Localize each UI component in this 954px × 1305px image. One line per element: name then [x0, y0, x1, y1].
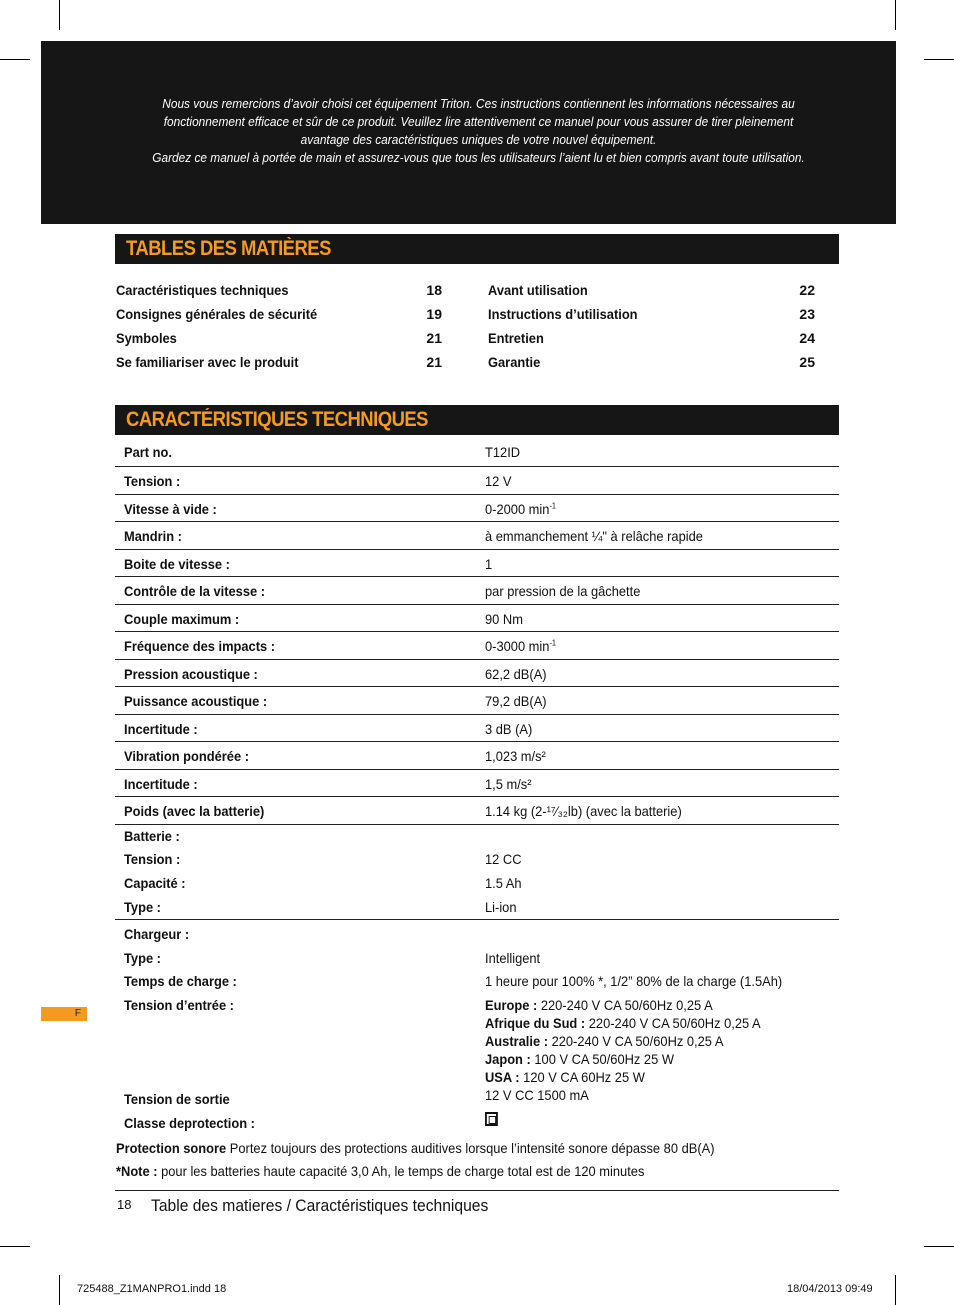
- spec-row: [115, 605, 839, 633]
- toc-item[interactable]: [488, 352, 815, 376]
- toc-heading-bar: [115, 234, 839, 264]
- toc-page: 24: [799, 330, 815, 346]
- spec-value-text: 90 Nm: [485, 610, 523, 627]
- spec-value-text: T12ID: [485, 444, 521, 460]
- toc-item[interactable]: [116, 304, 442, 328]
- spec-row: [115, 742, 839, 770]
- intro-banner: [41, 41, 896, 224]
- spec-key: Part no.: [124, 444, 172, 460]
- crop-mark: [59, 0, 60, 30]
- toc-page: 22: [799, 282, 815, 298]
- toc-heading: TABLES DES MATIÈRES: [126, 237, 331, 260]
- spec-value-text: 12 V: [485, 473, 512, 489]
- spec-value-text: 79,2 dB(A): [485, 693, 547, 709]
- spec-key: Pression acoustique :: [124, 665, 258, 682]
- spec-row: [115, 660, 839, 688]
- toc-page: 21: [426, 330, 442, 346]
- spec-row: [115, 522, 839, 550]
- spec-row: [115, 797, 839, 825]
- charger-title: Chargeur :: [124, 926, 190, 942]
- spec-key: Mandrin :: [124, 528, 182, 544]
- page-footer: [115, 1190, 839, 1215]
- spec-value-text: 0-2000 min: [485, 500, 550, 517]
- crop-mark: [895, 1275, 896, 1305]
- page-number: 18: [117, 1197, 132, 1212]
- battery-title: Batterie :: [124, 828, 180, 844]
- region-value: 100 V CA 50/60Hz 25 W: [530, 1051, 674, 1067]
- specs-table: [115, 438, 839, 825]
- input-voltage-line: [485, 1033, 723, 1049]
- battery-key: Tension :: [124, 851, 181, 867]
- spec-value-text: par pression de la gâchette: [485, 583, 641, 599]
- toc-page: 21: [426, 354, 442, 370]
- spec-value: [485, 638, 556, 654]
- toc-page: 18: [426, 282, 442, 298]
- file-slug: 725488_Z1MANPRO1.indd 18: [77, 1283, 227, 1295]
- spec-key: Incertitude :: [124, 720, 198, 737]
- spec-value-text: 3 dB (A): [485, 720, 533, 737]
- note-text: pour les batteries haute capacité 3,0 Ah, le temps de charge total est de 120 minutes: [157, 1163, 645, 1179]
- toc-label: Instructions d’utilisation: [488, 306, 638, 322]
- battery-key: Capacité :: [124, 875, 186, 891]
- region-label: Europe :: [485, 997, 538, 1013]
- toc-item[interactable]: [116, 328, 442, 352]
- spec-value: [485, 444, 520, 460]
- spec-value-text: 1.14 kg (2-¹⁷⁄₃₂lb) (avec la batterie): [485, 803, 682, 819]
- spec-key: Tension :: [124, 473, 181, 489]
- charger-block: [115, 924, 839, 1134]
- toc-label: Entretien: [488, 330, 544, 346]
- input-voltage-line: [485, 1069, 645, 1085]
- spec-value: [485, 501, 556, 517]
- spec-key: Vitesse à vide :: [124, 500, 217, 517]
- note-label: *Note :: [116, 1163, 158, 1179]
- toc-label: Consignes générales de sécurité: [116, 306, 318, 322]
- region-label: Japon :: [485, 1051, 531, 1067]
- toc-label: Caractéristiques techniques: [116, 282, 289, 298]
- crop-mark: [0, 59, 30, 60]
- spec-row: [115, 715, 839, 743]
- spec-value-text: 62,2 dB(A): [485, 665, 547, 682]
- toc-label: Garantie: [488, 354, 541, 370]
- spec-value: [485, 611, 523, 627]
- spec-row: [115, 770, 839, 798]
- spec-key: Puissance acoustique :: [124, 693, 268, 709]
- battery-value: 12 CC: [485, 851, 522, 867]
- toc-item[interactable]: [116, 352, 442, 376]
- charger-key: Type :: [124, 950, 161, 966]
- charger-value: 1 heure pour 100% *, 1/2” 80% de la charge (1.5Ah): [485, 973, 783, 989]
- spec-key: Couple maximum :: [124, 610, 240, 627]
- spec-value-text: 1,5 m/s²: [485, 775, 532, 792]
- region-value: 120 V CA 60Hz 25 W: [519, 1069, 645, 1085]
- spec-value-sup: -1: [549, 500, 556, 510]
- crop-mark: [0, 1246, 30, 1247]
- spec-value: [485, 721, 532, 737]
- charger-key: Temps de charge :: [124, 973, 237, 989]
- spec-value-text: 0-3000 min: [485, 638, 550, 654]
- note-text: Portez toujours des protections auditives lorsque l’intensité sonore dépasse 80 dB(A): [226, 1140, 715, 1156]
- toc-label: Avant utilisation: [488, 282, 588, 298]
- region-label: Afrique du Sud :: [485, 1015, 586, 1031]
- region-label: Australie :: [485, 1033, 548, 1049]
- spec-row: [115, 687, 839, 715]
- toc-page: 23: [799, 306, 815, 322]
- spec-key: Poids (avec la batterie): [124, 803, 265, 819]
- spec-row: [115, 632, 839, 660]
- spec-value: [485, 583, 640, 599]
- toc-item[interactable]: [488, 328, 815, 352]
- language-tab: [41, 1007, 87, 1021]
- toc-item[interactable]: [116, 280, 442, 304]
- region-value: 220-240 V CA 50/60Hz 0,25 A: [585, 1015, 761, 1031]
- toc-left-column: [116, 280, 442, 376]
- charger-key: Classe deprotection :: [124, 1115, 255, 1131]
- spec-value: [485, 693, 547, 709]
- spec-row: [115, 495, 839, 523]
- spec-key: Fréquence des impacts :: [124, 638, 276, 654]
- battery-value: Li-ion: [485, 899, 517, 915]
- spec-row: [115, 577, 839, 605]
- spec-key: Contrôle de la vitesse :: [124, 583, 266, 599]
- spec-value: [485, 748, 546, 764]
- spec-value: [485, 528, 703, 544]
- spec-value: [485, 556, 492, 572]
- spec-value: [485, 803, 682, 819]
- toc-label: Symboles: [116, 330, 177, 346]
- spec-row: [115, 467, 839, 495]
- spec-value: [485, 473, 512, 489]
- charger-key: Tension de sortie: [124, 1091, 230, 1107]
- region-value: 220-240 V CA 50/60Hz 0,25 A: [547, 1033, 724, 1049]
- crop-mark: [59, 1275, 60, 1305]
- region-label: USA :: [485, 1069, 520, 1085]
- date-slug: 18/04/2013 09:49: [787, 1283, 873, 1295]
- language-code: F: [74, 1008, 81, 1019]
- intro-paragraph: Gardez ce manuel à portée de main et assurez-vous que tous les utilisateurs l’aient lu et bien compris avant toute utilisation.: [152, 150, 805, 165]
- battery-key: Type :: [124, 899, 161, 915]
- toc-item[interactable]: [488, 304, 815, 328]
- toc-page: 19: [426, 306, 442, 322]
- charger-value: 12 V CC 1500 mA: [485, 1087, 589, 1103]
- charger-value: Intelligent: [485, 950, 541, 966]
- spec-value-sup: -1: [549, 638, 556, 648]
- specs-heading: CARACTÉRISTIQUES TECHNIQUES: [126, 408, 428, 431]
- intro-paragraph: Nous vous remercions d’avoir choisi cet équipement Triton. Ces instructions contiennent les informations nécessaires au fonctionnement efficace et sûr de ce produit. Veuillez lire attentivement ce manuel pour vous assurer de tirer pleinement avantage des caractéristiques uniques de votre nouvel équipement.: [162, 96, 795, 147]
- intro-text: [148, 95, 810, 167]
- spec-key: Boite de vitesse :: [124, 555, 230, 572]
- divider: [115, 919, 839, 920]
- toc-label: Se familiariser avec le produit: [116, 354, 299, 370]
- noise-protection-note: [116, 1140, 715, 1156]
- spec-row: [115, 438, 839, 467]
- double-insulation-icon: [485, 1112, 498, 1129]
- spec-value: [485, 666, 547, 682]
- crop-mark: [895, 0, 896, 30]
- spec-row: [115, 550, 839, 578]
- spec-value-text: à emmanchement ¼" à relâche rapide: [485, 528, 703, 544]
- charge-time-note: [116, 1163, 644, 1179]
- toc-item[interactable]: [488, 280, 815, 304]
- footer-title: Table des matieres / Caractéristiques techniques: [151, 1196, 489, 1215]
- input-voltage-line: [485, 1051, 674, 1067]
- input-voltage-line: [485, 997, 713, 1013]
- spec-value-text: 1: [485, 555, 493, 572]
- toc-right-column: [488, 280, 815, 376]
- battery-block: [115, 826, 839, 918]
- note-label: Protection sonore: [116, 1140, 227, 1156]
- spec-value-text: 1,023 m/s²: [485, 748, 546, 764]
- input-voltage-line: [485, 1015, 761, 1031]
- toc-page: 25: [799, 354, 815, 370]
- crop-mark: [924, 59, 954, 60]
- spec-value: [485, 776, 532, 792]
- spec-key: Vibration pondérée :: [124, 748, 250, 764]
- crop-mark: [924, 1246, 954, 1247]
- spec-key: Incertitude :: [124, 775, 198, 792]
- charger-key: Tension d’entrée :: [124, 997, 234, 1013]
- battery-value: 1.5 Ah: [485, 875, 522, 891]
- region-value: 220-240 V CA 50/60Hz 0,25 A: [537, 997, 713, 1013]
- specs-heading-bar: [115, 405, 839, 435]
